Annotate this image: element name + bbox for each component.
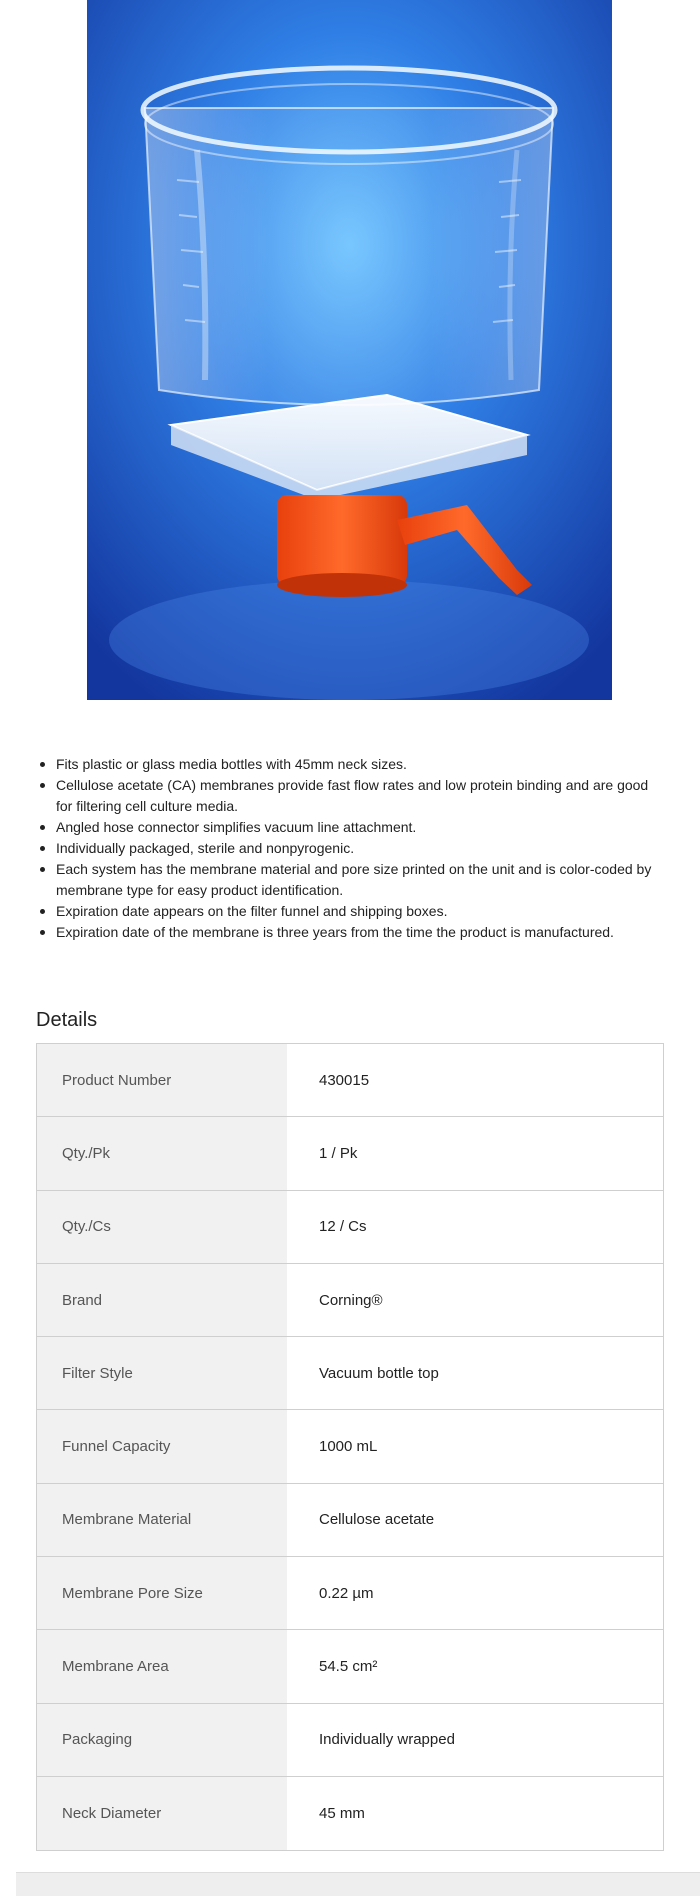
- spec-label: Membrane Area: [37, 1630, 287, 1702]
- spec-value: Corning®: [287, 1264, 663, 1336]
- spec-label: Product Number: [37, 1044, 287, 1116]
- spec-value: 1 / Pk: [287, 1117, 663, 1189]
- details-table: [36, 1043, 664, 1851]
- table-row: [37, 1044, 663, 1117]
- table-row: [37, 1337, 663, 1410]
- table-row: [37, 1410, 663, 1483]
- spec-value: Individually wrapped: [287, 1704, 663, 1776]
- feature-item: Angled hose connector simplifies vacuum line attachment.: [36, 817, 666, 838]
- spec-value: 430015: [287, 1044, 663, 1116]
- details-heading: Details: [36, 1009, 98, 1031]
- table-row: [37, 1630, 663, 1703]
- footer-bar: [16, 1872, 700, 1896]
- table-row: [37, 1484, 663, 1557]
- spec-label: Membrane Material: [37, 1484, 287, 1556]
- spec-value: 54.5 cm²: [287, 1630, 663, 1702]
- spec-label: Packaging: [37, 1704, 287, 1776]
- table-row: [37, 1704, 663, 1777]
- spec-value: 0.22 µm: [287, 1557, 663, 1629]
- feature-list: [36, 754, 666, 943]
- spec-label: Neck Diameter: [37, 1777, 287, 1850]
- table-row: [37, 1191, 663, 1264]
- spec-label: Filter Style: [37, 1337, 287, 1409]
- spec-value: 1000 mL: [287, 1410, 663, 1482]
- feature-item: Expiration date of the membrane is three years from the time the product is manufactured.: [36, 922, 666, 943]
- spec-label: Funnel Capacity: [37, 1410, 287, 1482]
- spec-label: Qty./Cs: [37, 1191, 287, 1263]
- feature-item: Each system has the membrane material and pore size printed on the unit and is color-coded by membrane type for easy product identification.: [36, 859, 666, 901]
- spec-label: Qty./Pk: [37, 1117, 287, 1189]
- table-row: [37, 1264, 663, 1337]
- table-row: [37, 1117, 663, 1190]
- spec-label: Brand: [37, 1264, 287, 1336]
- spec-value: Vacuum bottle top: [287, 1337, 663, 1409]
- spec-value: 12 / Cs: [287, 1191, 663, 1263]
- table-row: [37, 1777, 663, 1850]
- spec-label: Membrane Pore Size: [37, 1557, 287, 1629]
- product-image: [87, 0, 612, 700]
- spec-value: 45 mm: [287, 1777, 663, 1850]
- feature-item: Expiration date appears on the filter funnel and shipping boxes.: [36, 901, 666, 922]
- filter-funnel-illustration: [87, 0, 612, 700]
- feature-item: Cellulose acetate (CA) membranes provide fast flow rates and low protein binding and are good for filtering cell culture media.: [36, 775, 666, 817]
- table-row: [37, 1557, 663, 1630]
- spec-value: Cellulose acetate: [287, 1484, 663, 1556]
- feature-item: Individually packaged, sterile and nonpyrogenic.: [36, 838, 666, 859]
- feature-item: Fits plastic or glass media bottles with 45mm neck sizes.: [36, 754, 666, 775]
